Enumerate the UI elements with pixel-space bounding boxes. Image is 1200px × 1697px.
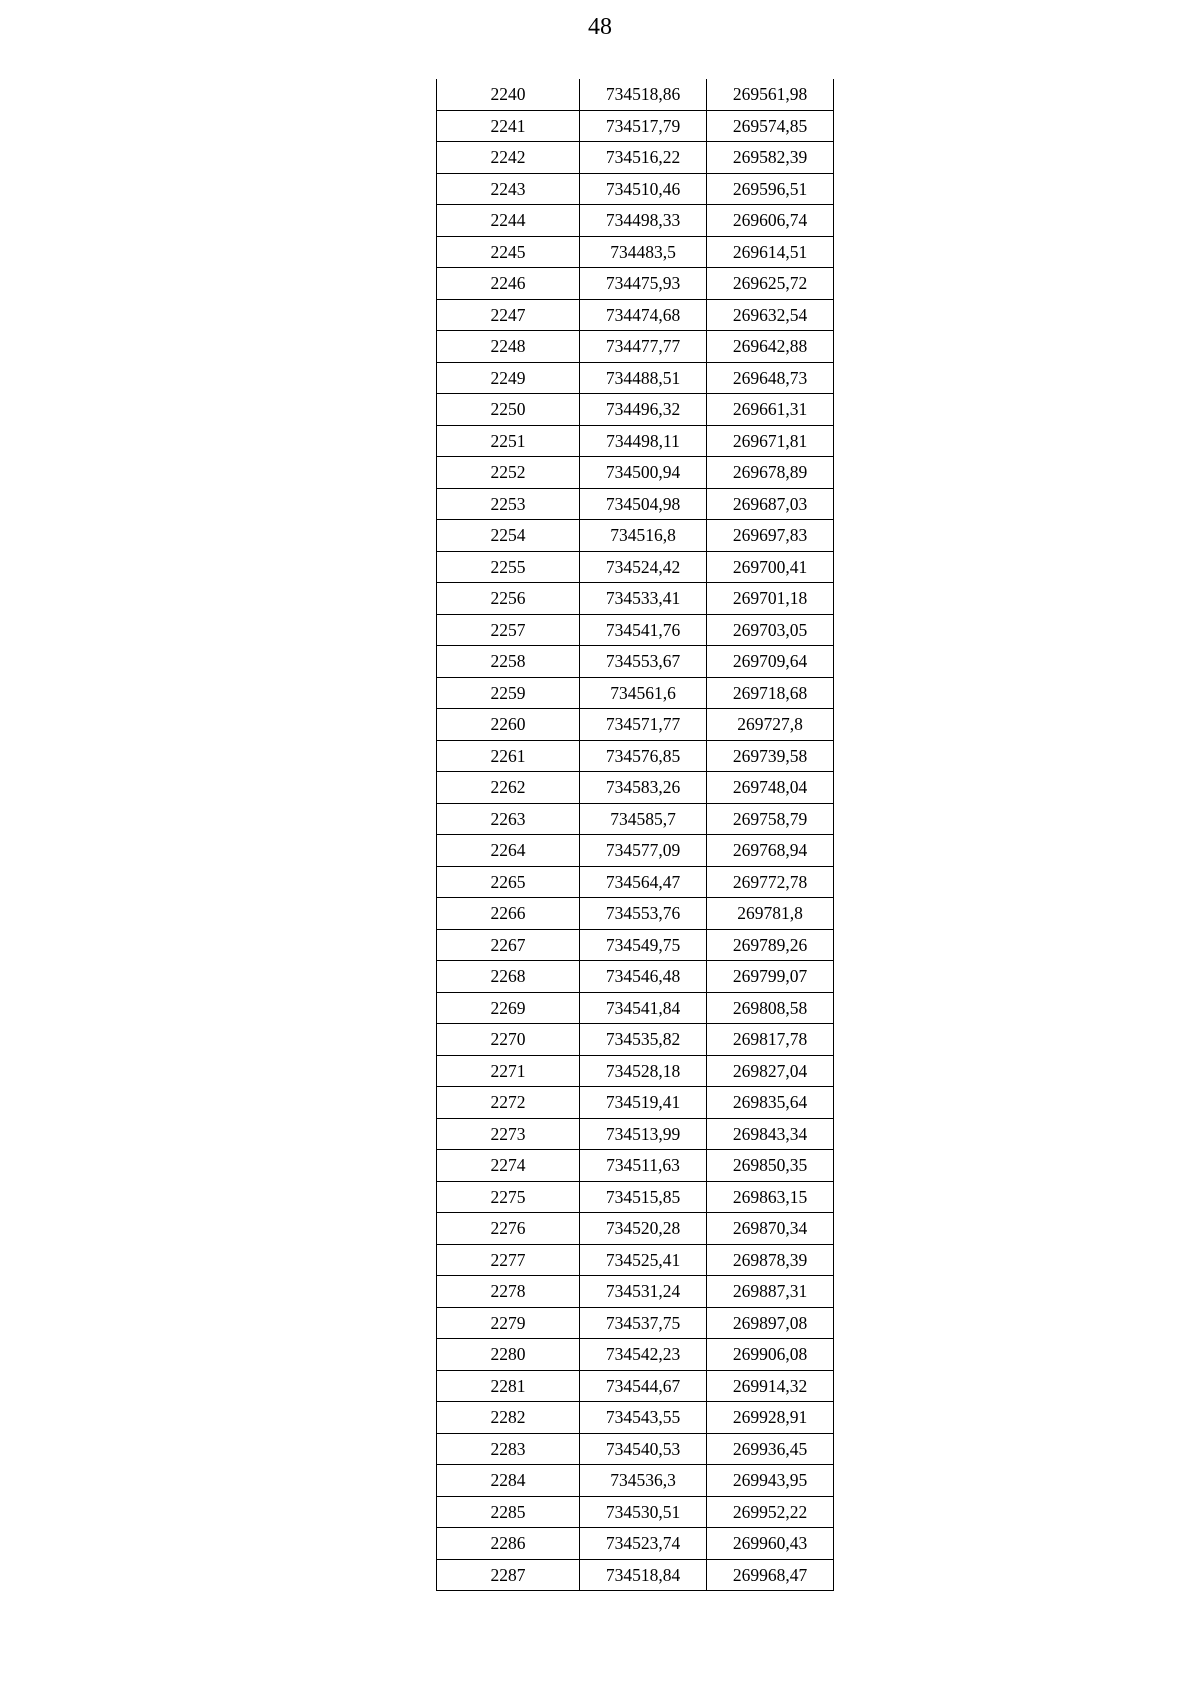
point-number-cell: 2283 bbox=[437, 1433, 580, 1465]
x-coordinate-cell: 734516,22 bbox=[580, 142, 707, 174]
point-number-cell: 2243 bbox=[437, 173, 580, 205]
y-coordinate-cell: 269906,08 bbox=[707, 1339, 834, 1371]
point-number-cell: 2273 bbox=[437, 1118, 580, 1150]
table-row bbox=[437, 1276, 834, 1308]
page-number: 48 bbox=[588, 14, 612, 40]
y-coordinate-cell: 269687,03 bbox=[707, 488, 834, 520]
point-number-cell: 2255 bbox=[437, 551, 580, 583]
x-coordinate-cell: 734518,86 bbox=[580, 79, 707, 110]
y-coordinate-cell: 269703,05 bbox=[707, 614, 834, 646]
x-coordinate-cell: 734475,93 bbox=[580, 268, 707, 300]
x-coordinate-cell: 734510,46 bbox=[580, 173, 707, 205]
coordinates-table bbox=[436, 79, 834, 1591]
y-coordinate-cell: 269772,78 bbox=[707, 866, 834, 898]
y-coordinate-cell: 269878,39 bbox=[707, 1244, 834, 1276]
table-row bbox=[437, 551, 834, 583]
x-coordinate-cell: 734535,82 bbox=[580, 1024, 707, 1056]
y-coordinate-cell: 269936,45 bbox=[707, 1433, 834, 1465]
x-coordinate-cell: 734498,33 bbox=[580, 205, 707, 237]
x-coordinate-cell: 734531,24 bbox=[580, 1276, 707, 1308]
y-coordinate-cell: 269678,89 bbox=[707, 457, 834, 489]
point-number-cell: 2263 bbox=[437, 803, 580, 835]
table-row bbox=[437, 709, 834, 741]
table-row bbox=[437, 1559, 834, 1591]
x-coordinate-cell: 734537,75 bbox=[580, 1307, 707, 1339]
y-coordinate-cell: 269835,64 bbox=[707, 1087, 834, 1119]
point-number-cell: 2272 bbox=[437, 1087, 580, 1119]
table-row bbox=[437, 1244, 834, 1276]
x-coordinate-cell: 734530,51 bbox=[580, 1496, 707, 1528]
x-coordinate-cell: 734519,41 bbox=[580, 1087, 707, 1119]
point-number-cell: 2258 bbox=[437, 646, 580, 678]
y-coordinate-cell: 269642,88 bbox=[707, 331, 834, 363]
y-coordinate-cell: 269789,26 bbox=[707, 929, 834, 961]
y-coordinate-cell: 269952,22 bbox=[707, 1496, 834, 1528]
table-row bbox=[437, 1433, 834, 1465]
point-number-cell: 2282 bbox=[437, 1402, 580, 1434]
table-row bbox=[437, 331, 834, 363]
table-row bbox=[437, 1339, 834, 1371]
y-coordinate-cell: 269718,68 bbox=[707, 677, 834, 709]
table-row bbox=[437, 1118, 834, 1150]
x-coordinate-cell: 734520,28 bbox=[580, 1213, 707, 1245]
y-coordinate-cell: 269709,64 bbox=[707, 646, 834, 678]
x-coordinate-cell: 734577,09 bbox=[580, 835, 707, 867]
table-row bbox=[437, 1150, 834, 1182]
x-coordinate-cell: 734511,63 bbox=[580, 1150, 707, 1182]
y-coordinate-cell: 269928,91 bbox=[707, 1402, 834, 1434]
y-coordinate-cell: 269582,39 bbox=[707, 142, 834, 174]
table-row bbox=[437, 835, 834, 867]
table-row bbox=[437, 772, 834, 804]
x-coordinate-cell: 734483,5 bbox=[580, 236, 707, 268]
point-number-cell: 2260 bbox=[437, 709, 580, 741]
point-number-cell: 2253 bbox=[437, 488, 580, 520]
table-row bbox=[437, 488, 834, 520]
y-coordinate-cell: 269625,72 bbox=[707, 268, 834, 300]
y-coordinate-cell: 269850,35 bbox=[707, 1150, 834, 1182]
point-number-cell: 2249 bbox=[437, 362, 580, 394]
point-number-cell: 2271 bbox=[437, 1055, 580, 1087]
table-row bbox=[437, 520, 834, 552]
point-number-cell: 2264 bbox=[437, 835, 580, 867]
table-row bbox=[437, 457, 834, 489]
point-number-cell: 2241 bbox=[437, 110, 580, 142]
y-coordinate-cell: 269661,31 bbox=[707, 394, 834, 426]
x-coordinate-cell: 734523,74 bbox=[580, 1528, 707, 1560]
point-number-cell: 2267 bbox=[437, 929, 580, 961]
y-coordinate-cell: 269697,83 bbox=[707, 520, 834, 552]
point-number-cell: 2248 bbox=[437, 331, 580, 363]
y-coordinate-cell: 269887,31 bbox=[707, 1276, 834, 1308]
table-row bbox=[437, 268, 834, 300]
point-number-cell: 2256 bbox=[437, 583, 580, 615]
x-coordinate-cell: 734542,23 bbox=[580, 1339, 707, 1371]
table-row bbox=[437, 236, 834, 268]
y-coordinate-cell: 269700,41 bbox=[707, 551, 834, 583]
table-row bbox=[437, 583, 834, 615]
y-coordinate-cell: 269758,79 bbox=[707, 803, 834, 835]
point-number-cell: 2254 bbox=[437, 520, 580, 552]
table-row bbox=[437, 299, 834, 331]
x-coordinate-cell: 734498,11 bbox=[580, 425, 707, 457]
point-number-cell: 2285 bbox=[437, 1496, 580, 1528]
table-row bbox=[437, 110, 834, 142]
point-number-cell: 2244 bbox=[437, 205, 580, 237]
y-coordinate-cell: 269960,43 bbox=[707, 1528, 834, 1560]
point-number-cell: 2281 bbox=[437, 1370, 580, 1402]
point-number-cell: 2284 bbox=[437, 1465, 580, 1497]
x-coordinate-cell: 734477,77 bbox=[580, 331, 707, 363]
point-number-cell: 2265 bbox=[437, 866, 580, 898]
table-row bbox=[437, 677, 834, 709]
table-row bbox=[437, 1181, 834, 1213]
y-coordinate-cell: 269671,81 bbox=[707, 425, 834, 457]
y-coordinate-cell: 269727,8 bbox=[707, 709, 834, 741]
x-coordinate-cell: 734525,41 bbox=[580, 1244, 707, 1276]
x-coordinate-cell: 734500,94 bbox=[580, 457, 707, 489]
x-coordinate-cell: 734571,77 bbox=[580, 709, 707, 741]
point-number-cell: 2240 bbox=[437, 79, 580, 110]
x-coordinate-cell: 734549,75 bbox=[580, 929, 707, 961]
point-number-cell: 2246 bbox=[437, 268, 580, 300]
x-coordinate-cell: 734536,3 bbox=[580, 1465, 707, 1497]
x-coordinate-cell: 734513,99 bbox=[580, 1118, 707, 1150]
x-coordinate-cell: 734541,84 bbox=[580, 992, 707, 1024]
y-coordinate-cell: 269808,58 bbox=[707, 992, 834, 1024]
point-number-cell: 2251 bbox=[437, 425, 580, 457]
point-number-cell: 2245 bbox=[437, 236, 580, 268]
x-coordinate-cell: 734546,48 bbox=[580, 961, 707, 993]
x-coordinate-cell: 734583,26 bbox=[580, 772, 707, 804]
y-coordinate-cell: 269827,04 bbox=[707, 1055, 834, 1087]
y-coordinate-cell: 269614,51 bbox=[707, 236, 834, 268]
table-row bbox=[437, 79, 834, 110]
x-coordinate-cell: 734576,85 bbox=[580, 740, 707, 772]
point-number-cell: 2259 bbox=[437, 677, 580, 709]
table-row bbox=[437, 142, 834, 174]
table-row bbox=[437, 929, 834, 961]
y-coordinate-cell: 269897,08 bbox=[707, 1307, 834, 1339]
table-row bbox=[437, 1496, 834, 1528]
table-row bbox=[437, 646, 834, 678]
y-coordinate-cell: 269968,47 bbox=[707, 1559, 834, 1591]
point-number-cell: 2280 bbox=[437, 1339, 580, 1371]
x-coordinate-cell: 734561,6 bbox=[580, 677, 707, 709]
x-coordinate-cell: 734518,84 bbox=[580, 1559, 707, 1591]
point-number-cell: 2252 bbox=[437, 457, 580, 489]
y-coordinate-cell: 269817,78 bbox=[707, 1024, 834, 1056]
x-coordinate-cell: 734517,79 bbox=[580, 110, 707, 142]
table-row bbox=[437, 1213, 834, 1245]
point-number-cell: 2269 bbox=[437, 992, 580, 1024]
point-number-cell: 2261 bbox=[437, 740, 580, 772]
x-coordinate-cell: 734541,76 bbox=[580, 614, 707, 646]
point-number-cell: 2274 bbox=[437, 1150, 580, 1182]
point-number-cell: 2287 bbox=[437, 1559, 580, 1591]
y-coordinate-cell: 269596,51 bbox=[707, 173, 834, 205]
table-row bbox=[437, 866, 834, 898]
y-coordinate-cell: 269739,58 bbox=[707, 740, 834, 772]
x-coordinate-cell: 734515,85 bbox=[580, 1181, 707, 1213]
y-coordinate-cell: 269843,34 bbox=[707, 1118, 834, 1150]
table-row bbox=[437, 425, 834, 457]
point-number-cell: 2279 bbox=[437, 1307, 580, 1339]
y-coordinate-cell: 269574,85 bbox=[707, 110, 834, 142]
y-coordinate-cell: 269914,32 bbox=[707, 1370, 834, 1402]
y-coordinate-cell: 269632,54 bbox=[707, 299, 834, 331]
y-coordinate-cell: 269768,94 bbox=[707, 835, 834, 867]
table-row bbox=[437, 898, 834, 930]
point-number-cell: 2250 bbox=[437, 394, 580, 426]
table-row bbox=[437, 1528, 834, 1560]
x-coordinate-cell: 734528,18 bbox=[580, 1055, 707, 1087]
point-number-cell: 2262 bbox=[437, 772, 580, 804]
y-coordinate-cell: 269648,73 bbox=[707, 362, 834, 394]
x-coordinate-cell: 734553,76 bbox=[580, 898, 707, 930]
table-row bbox=[437, 1402, 834, 1434]
table-row bbox=[437, 1307, 834, 1339]
table-row bbox=[437, 1465, 834, 1497]
x-coordinate-cell: 734504,98 bbox=[580, 488, 707, 520]
table-row bbox=[437, 1024, 834, 1056]
point-number-cell: 2268 bbox=[437, 961, 580, 993]
point-number-cell: 2242 bbox=[437, 142, 580, 174]
x-coordinate-cell: 734553,67 bbox=[580, 646, 707, 678]
table-row bbox=[437, 803, 834, 835]
x-coordinate-cell: 734524,42 bbox=[580, 551, 707, 583]
y-coordinate-cell: 269870,34 bbox=[707, 1213, 834, 1245]
x-coordinate-cell: 734543,55 bbox=[580, 1402, 707, 1434]
y-coordinate-cell: 269781,8 bbox=[707, 898, 834, 930]
point-number-cell: 2247 bbox=[437, 299, 580, 331]
x-coordinate-cell: 734544,67 bbox=[580, 1370, 707, 1402]
table-row bbox=[437, 961, 834, 993]
y-coordinate-cell: 269701,18 bbox=[707, 583, 834, 615]
table-row bbox=[437, 205, 834, 237]
table-row bbox=[437, 362, 834, 394]
point-number-cell: 2257 bbox=[437, 614, 580, 646]
table-row bbox=[437, 173, 834, 205]
coordinates-table-body bbox=[437, 79, 834, 1591]
y-coordinate-cell: 269863,15 bbox=[707, 1181, 834, 1213]
table-row bbox=[437, 394, 834, 426]
x-coordinate-cell: 734533,41 bbox=[580, 583, 707, 615]
point-number-cell: 2275 bbox=[437, 1181, 580, 1213]
y-coordinate-cell: 269748,04 bbox=[707, 772, 834, 804]
x-coordinate-cell: 734516,8 bbox=[580, 520, 707, 552]
point-number-cell: 2277 bbox=[437, 1244, 580, 1276]
x-coordinate-cell: 734540,53 bbox=[580, 1433, 707, 1465]
table-row bbox=[437, 992, 834, 1024]
x-coordinate-cell: 734488,51 bbox=[580, 362, 707, 394]
y-coordinate-cell: 269606,74 bbox=[707, 205, 834, 237]
x-coordinate-cell: 734474,68 bbox=[580, 299, 707, 331]
table-row bbox=[437, 1087, 834, 1119]
table-row bbox=[437, 1055, 834, 1087]
y-coordinate-cell: 269799,07 bbox=[707, 961, 834, 993]
x-coordinate-cell: 734585,7 bbox=[580, 803, 707, 835]
x-coordinate-cell: 734564,47 bbox=[580, 866, 707, 898]
point-number-cell: 2270 bbox=[437, 1024, 580, 1056]
y-coordinate-cell: 269561,98 bbox=[707, 79, 834, 110]
point-number-cell: 2278 bbox=[437, 1276, 580, 1308]
point-number-cell: 2276 bbox=[437, 1213, 580, 1245]
point-number-cell: 2266 bbox=[437, 898, 580, 930]
table-row bbox=[437, 740, 834, 772]
x-coordinate-cell: 734496,32 bbox=[580, 394, 707, 426]
table-row bbox=[437, 614, 834, 646]
table-row bbox=[437, 1370, 834, 1402]
point-number-cell: 2286 bbox=[437, 1528, 580, 1560]
y-coordinate-cell: 269943,95 bbox=[707, 1465, 834, 1497]
